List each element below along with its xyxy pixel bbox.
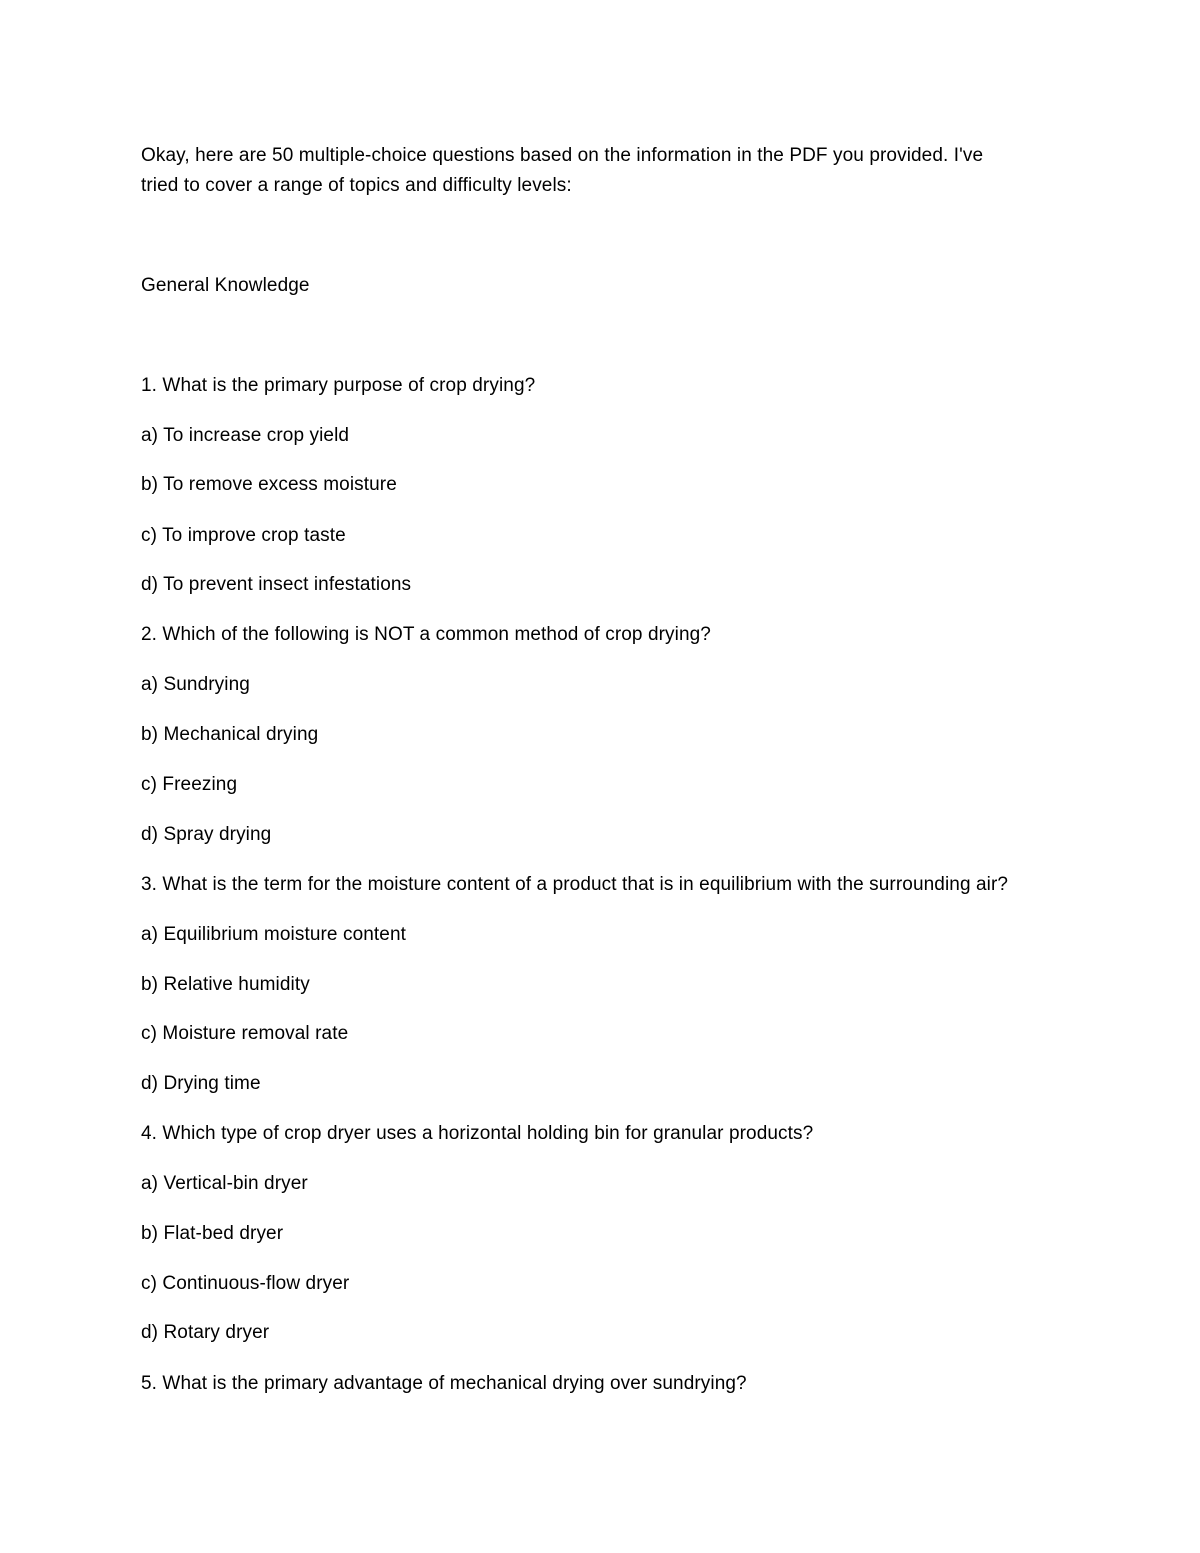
section-heading: General Knowledge <box>141 275 310 296</box>
intro-line-2: tried to cover a range of topics and difficulty levels: <box>141 175 572 196</box>
question-3-option-c: c) Moisture removal rate <box>141 1023 349 1044</box>
question-1-option-a: a) To increase crop yield <box>141 425 350 446</box>
question-2: 2. Which of the following is NOT a common method of crop drying? <box>141 624 711 645</box>
question-1-option-c: c) To improve crop taste <box>141 525 346 546</box>
question-2-option-d: d) Spray drying <box>141 824 272 845</box>
question-1: 1. What is the primary purpose of crop drying? <box>141 375 536 396</box>
question-4-option-c: c) Continuous-flow dryer <box>141 1273 350 1294</box>
question-2-option-b: b) Mechanical drying <box>141 724 319 745</box>
question-3-option-a: a) Equilibrium moisture content <box>141 924 406 945</box>
question-3-option-d: d) Drying time <box>141 1073 261 1094</box>
question-2-option-a: a) Sundrying <box>141 674 250 695</box>
intro-line-1: Okay, here are 50 multiple-choice questions based on the information in the PDF you provided. I've <box>141 145 984 166</box>
question-5: 5. What is the primary advantage of mechanical drying over sundrying? <box>141 1373 747 1394</box>
question-3-option-b: b) Relative humidity <box>141 974 310 995</box>
question-4-option-a: a) Vertical-bin dryer <box>141 1173 308 1194</box>
question-4: 4. Which type of crop dryer uses a horizontal holding bin for granular products? <box>141 1123 814 1144</box>
question-1-option-b: b) To remove excess moisture <box>141 474 397 495</box>
question-2-option-c: c) Freezing <box>141 774 238 795</box>
question-4-option-b: b) Flat-bed dryer <box>141 1223 284 1244</box>
question-4-option-d: d) Rotary dryer <box>141 1322 270 1343</box>
question-1-option-d: d) To prevent insect infestations <box>141 574 412 595</box>
question-3: 3. What is the term for the moisture content of a product that is in equilibrium with the surrounding air? <box>141 874 1009 895</box>
